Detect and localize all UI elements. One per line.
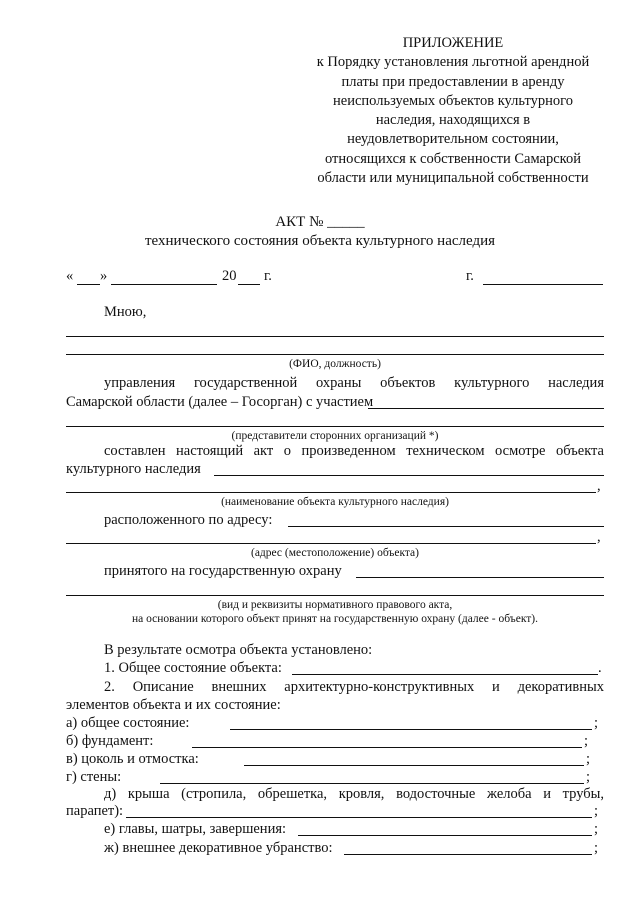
comma: , <box>597 529 601 545</box>
city-field[interactable] <box>483 284 603 285</box>
address-field-line[interactable] <box>66 543 596 544</box>
by-me-label: Мною, <box>104 304 147 320</box>
appendix-line: неудовлетворительном состоянии, <box>347 131 559 148</box>
sub-d-field[interactable] <box>126 817 592 818</box>
sub-v-label: в) цоколь и отмостка: <box>66 751 199 767</box>
semicolon: ; <box>586 769 591 785</box>
city-suffix: г. <box>466 268 474 284</box>
address-label: расположенного по адресу: <box>104 512 273 528</box>
sub-a-label: а) общее состояние: <box>66 715 190 731</box>
fio-hint: (ФИО, должность) <box>289 358 381 370</box>
composed-line: культурного наследия <box>66 461 201 477</box>
sub-zh-label: ж) внешнее декоративное убранство: <box>104 840 333 856</box>
semicolon: ; <box>594 821 599 837</box>
appendix-line: наследия, находящихся в <box>375 112 531 129</box>
fio-field-line[interactable] <box>66 354 604 355</box>
org-line: Самарской области (далее – Госорган) с участием <box>66 394 374 410</box>
org-line: управления государственной охраны объектов культурного наследия <box>104 375 604 391</box>
act-title: АКТ № _____ <box>275 214 365 230</box>
date-open-quote: « <box>66 268 74 284</box>
appendix-line: к Порядку установления льготной арендной <box>316 54 590 71</box>
sub-a-field[interactable] <box>230 729 592 730</box>
sub-b-field[interactable] <box>192 747 582 748</box>
semicolon: ; <box>586 751 591 767</box>
item-2-line: 2. Описание внешних архитектурно-конструктивных и декоративных <box>104 679 604 695</box>
protection-field[interactable] <box>356 577 604 578</box>
address-hint: (адрес (местоположение) объекта) <box>250 547 419 559</box>
day-field[interactable] <box>77 284 100 285</box>
item-2-line: элементов объекта и их состояние: <box>66 697 281 713</box>
semicolon: ; <box>594 840 599 856</box>
year-field[interactable] <box>238 284 260 285</box>
object-hint: (наименование объекта культурного наследия) <box>221 496 449 508</box>
comma: , <box>597 478 601 494</box>
appendix-line: платы при предоставлении в аренду <box>341 73 565 90</box>
item-1-field[interactable] <box>292 674 598 675</box>
semicolon: ; <box>594 715 599 731</box>
sub-e-label: е) главы, шатры, завершения: <box>104 821 287 837</box>
participants-field-line[interactable] <box>66 426 604 427</box>
year-prefix: 20 <box>222 268 237 284</box>
appendix-line: относящихся к собственности Самарской <box>325 150 581 167</box>
appendix-heading: ПРИЛОЖЕНИЕ <box>402 35 504 51</box>
month-field[interactable] <box>111 284 217 285</box>
sub-v-field[interactable] <box>244 765 584 766</box>
participants-field[interactable] <box>368 408 604 409</box>
protection-label: принятого на государственную охрану <box>104 563 342 579</box>
period: . <box>598 660 602 676</box>
sub-e-field[interactable] <box>298 835 592 836</box>
address-field[interactable] <box>288 526 604 527</box>
date-close-quote: » <box>100 268 108 284</box>
result-intro: В результате осмотра объекта установлено: <box>104 642 373 658</box>
protection-field-line[interactable] <box>66 595 604 596</box>
sub-d-line: парапет): <box>66 803 124 819</box>
semicolon: ; <box>594 803 599 819</box>
object-name-field-line[interactable] <box>66 492 596 493</box>
sub-zh-field[interactable] <box>344 854 592 855</box>
sub-g-label: г) стены: <box>66 769 122 785</box>
fio-field-line[interactable] <box>66 336 604 337</box>
appendix-line: области или муниципальной собственности <box>317 170 589 187</box>
composed-line: составлен настоящий акт о произведенном техническом осмотре объекта <box>104 443 604 459</box>
sub-d-line: д) крыша (стропила, обрешетка, кровля, водосточные желоба и трубы, <box>104 786 604 802</box>
year-suffix: г. <box>264 268 272 284</box>
object-name-field[interactable] <box>214 475 604 476</box>
act-hint: (вид и реквизиты нормативного правового акта, <box>217 599 453 611</box>
act-hint: на основании которого объект принят на государственную охрану (далее - объект). <box>132 613 538 625</box>
act-subtitle: технического состояния объекта культурного наследия <box>144 233 496 249</box>
semicolon: ; <box>584 733 589 749</box>
reps-hint: (представители сторонних организаций *) <box>231 430 439 442</box>
sub-g-field[interactable] <box>160 783 584 784</box>
item-1-label: 1. Общее состояние объекта: <box>104 660 282 676</box>
sub-b-label: б) фундамент: <box>66 733 154 749</box>
appendix-line: неиспользуемых объектов культурного <box>333 92 573 109</box>
appendix-block <box>300 34 606 188</box>
